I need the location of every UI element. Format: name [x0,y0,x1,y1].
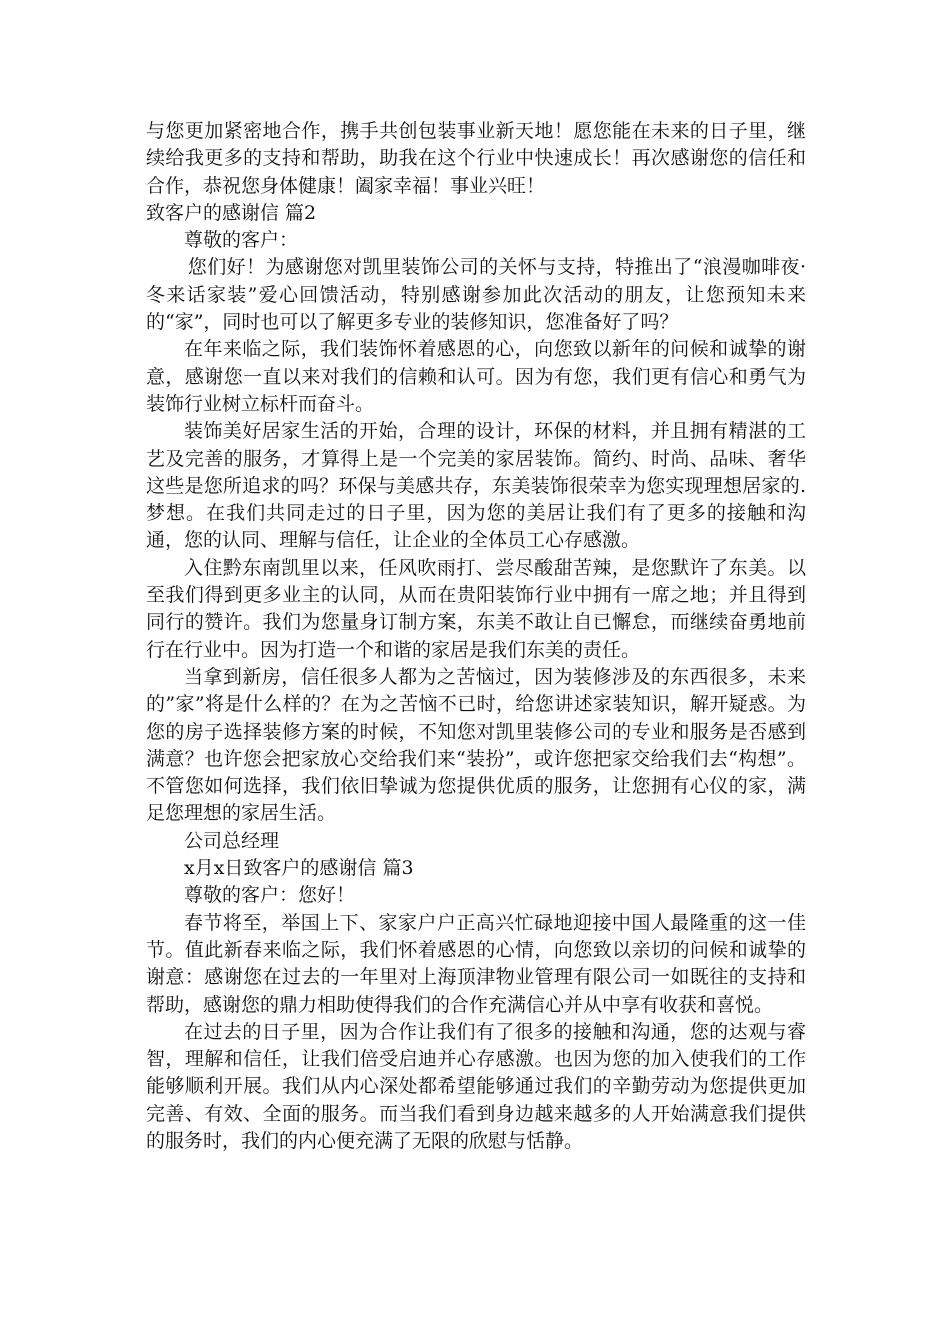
letter-body [146,118,806,1155]
paragraph-closing-wishes: 与您更加紧密地合作，携手共创包装事业新天地！愿您能在未来的日子里，继续给我更多的支持和帮助，助我在这个行业中快速成长！再次感谢您的信任和合作，恭祝您身体健康！阖家幸福！事业兴旺！ [146,120,806,197]
section-heading-3: x月x日致客户的感谢信 篇3 [184,857,414,880]
section-heading-2: 致客户的感谢信 篇2 [146,201,317,224]
salutation-2: 尊敬的客户： [184,229,299,252]
paragraph-kaili: 入住黔东南凯里以来，任风吹雨打、尝尽酸甜苦辣，是您默许了东美。以至我们得到更多业主的认同，从而在贵阳装饰行业中拥有一席之地；并且得到同行的赞许。我们为您量身订制方案，东美不敢让自已懈怠，而继续奋勇地前行在行业中。因为打造一个和谐的家居是我们东美的责任。 [146,556,806,661]
signature: 公司总经理 [184,829,280,852]
salutation-3: 尊敬的客户：您好！ [184,884,356,907]
paragraph-new-year: 在年来临之际，我们装饰怀着感恩的心，向您致以新年的问候和诚挚的谢意，感谢您一直以来对我们的信赖和认可。因为有您，我们更有信心和勇气为装饰行业树立标杆而奋斗。 [146,338,806,415]
paragraph-decoration: 装饰美好居家生活的开始，合理的设计，环保的材料，并且拥有精湛的工艺及完善的服务，才算得上是一个完美的家居装饰。简约、时尚、品味、奢华这些是您所追求的吗？环保与美感共存，东美装饰很荣幸为您实现理想居家的.梦想。在我们共同走过的日子里，因为您的美居让我们有了更多的接触和沟通，您的认同、理解与信任，让企业的全体员工心存感激。 [146,420,806,552]
paragraph-new-house: 当拿到新房，信任很多人都为之苦恼过，因为装修涉及的东西很多，未来的”家”将是什么样的？在为之苦恼不已时，给您讲述家装知识，解开疑惑。为您的房子选择装修方案的时候，不知您对凯里装修公司的专业和服务是否感到满意？也许您会把家放心交给我们来“装扮”，或许您把家交给我们去“构想”。不管您如何选择，我们依旧挚诚为您提供优质的服务，让您拥有心仪的家，满足您理想的家居生活。 [146,665,806,825]
paragraph-event: 您们好！为感谢您对凯里装饰公司的关怀与支持，特推出了“浪漫咖啡夜·冬来话家装”爱心回馈活动，特别感谢参加此次活动的朋友，让您预知未来的“家”，同时也可以了解更多专业的装修知识，您准备好了吗？ [146,256,806,334]
paragraph-spring-festival: 春节将至，举国上下、家家户户正高兴忙碌地迎接中国人最隆重的这一佳节。值此新春来临之际，我们怀着感恩的心情，向您致以亲切的问候和诚挚的谢意：感谢您在过去的一年里对上海顶津物业管理有限公司一如既往的支持和帮助，感谢您的鼎力相助使得我们的合作充满信心并从中享有收获和喜悦。 [146,911,806,1016]
paragraph-past-days: 在过去的日子里，因为合作让我们有了很多的接触和沟通，您的达观与睿智，理解和信任，让我们倍受启迪并心存感激。也因为您的加入使我们的工作能够顺利开展。我们从内心深处都希望能够通过我们的辛勤劳动为您提供更加完善、有效、全面的服务。而当我们看到身边越来越多的人开始满意我们提供的服务时，我们的内心便充满了无限的欣慰与恬静。 [146,1020,806,1152]
